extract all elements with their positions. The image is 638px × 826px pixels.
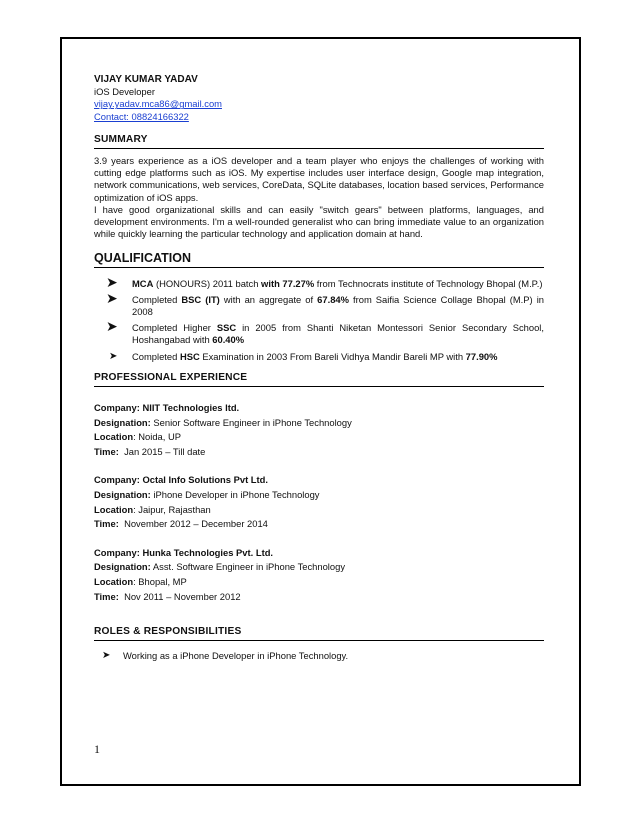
arrow-bullet-icon: ➤ [102, 650, 111, 662]
item-score: 77.90% [465, 350, 498, 362]
summary-paragraph-2: I have good organizational skills and can easily "switch gears" between platforms, languages, and development environments. I'm a well-rounded generalist who can bring immediate value to an organization while quickly learning the particular technology and application domain at hand. [94, 203, 544, 240]
item-text: in 2005 from Shanti Niketan Montessori Senior Secondary School, Hoshangabad with [132, 322, 544, 346]
item-text: from Saifia Science Collage Bhopal (M.P) in 2008 [132, 293, 545, 318]
arrow-bullet-icon: ➤ [106, 289, 118, 306]
location-value: : Bhopal, MP [133, 576, 187, 587]
item-score: with 77.27% [261, 277, 315, 289]
job-designation [94, 416, 544, 431]
job-entry [94, 546, 544, 604]
degree-name: BSC (IT) [181, 293, 220, 305]
time-value: November 2012 – December 2014 [124, 518, 268, 530]
item-score: 67.84% [317, 293, 349, 305]
email-link[interactable]: vijay.yadav.mca86@gmail.com [94, 98, 222, 110]
item-text: Completed Higher [132, 322, 217, 334]
company-label: Company: [94, 402, 140, 414]
experience-heading: PROFESSIONAL EXPERIENCE [94, 372, 544, 387]
designation-label: Designation: [94, 416, 151, 428]
company-label: Company: [94, 546, 140, 558]
resume-content [94, 74, 544, 663]
time-label: Time: [94, 518, 119, 530]
job-company [94, 401, 544, 416]
time-value: Nov 2011 – November 2012 [124, 590, 241, 602]
list-item [94, 273, 544, 290]
page-number: 1 [94, 742, 100, 756]
designation-value: Senior Software Engineer in iPhone Technology [153, 416, 352, 428]
company-name: Hunka Technologies Pvt. Ltd. [142, 546, 274, 558]
job-time [94, 445, 544, 460]
degree-name: HSC [179, 350, 200, 362]
job-company [94, 546, 544, 561]
location-label: Location [94, 431, 134, 443]
company-name: Octal Info Solutions Pvt Ltd. [142, 474, 268, 486]
role-text: Working as a iPhone Developer in iPhone Technology. [123, 650, 349, 662]
list-item [94, 289, 545, 318]
summary-text [94, 155, 544, 240]
job-location [94, 575, 544, 590]
candidate-title: iOS Developer [94, 86, 155, 98]
item-score: 60.40% [212, 334, 245, 346]
job-designation [94, 488, 544, 503]
summary-paragraph-1: 3.9 years experience as a iOS developer and a team player who enjoys the challenges of working with cutting edge platforms such as iOS. My expertise includes user interface design, Google map integration, network communications, web services, CoreData, SQLite databases, location based services, Performance optimization of iOS apps. [94, 155, 544, 203]
list-item [94, 351, 544, 363]
arrow-bullet-icon: ➤ [106, 273, 118, 290]
job-entry [94, 473, 544, 531]
arrow-bullet-icon: ➤ [109, 350, 118, 362]
time-label: Time: [94, 445, 119, 457]
qualification-heading: QUALIFICATION [94, 252, 544, 267]
contact-link[interactable]: Contact: 08824166322 [94, 110, 189, 122]
item-text: Completed [132, 350, 180, 362]
roles-list [94, 650, 544, 662]
location-value: : Jaipur, Rajasthan [133, 503, 211, 515]
company-name: NIIT Technologies ltd. [142, 402, 240, 414]
candidate-name: VIJAY KUMAR YADAV [94, 74, 198, 85]
list-item [94, 650, 544, 662]
item-text: Completed [132, 293, 182, 305]
list-item [94, 318, 544, 346]
job-designation [94, 560, 544, 575]
item-text: (HONOURS) 2011 batch [153, 277, 262, 289]
location-label: Location [94, 576, 134, 587]
location-value: : Noida, UP [133, 431, 181, 443]
job-location [94, 430, 544, 445]
degree-name: SSC [216, 322, 237, 334]
job-time [94, 590, 544, 605]
location-label: Location [94, 503, 134, 515]
job-location [94, 503, 544, 518]
job-time [94, 517, 544, 532]
job-company [94, 473, 544, 488]
item-text: from Technocrats institute of Technology Bhopal (M.P.) [314, 277, 543, 289]
time-label: Time: [94, 590, 119, 602]
summary-heading: SUMMARY [94, 134, 544, 149]
designation-value: iPhone Developer in iPhone Technology [153, 489, 320, 501]
designation-label: Designation: [94, 489, 151, 501]
designation-value: Asst. Software Engineer in iPhone Technology [152, 561, 346, 573]
designation-label: Designation: [94, 561, 151, 573]
job-entry [94, 401, 544, 459]
item-text: Examination in 2003 From Bareli Vidhya Mandir Bareli MP with [199, 350, 466, 362]
item-text: with an aggregate of [219, 293, 318, 305]
qualification-list [94, 273, 545, 363]
arrow-bullet-icon: ➤ [106, 318, 118, 335]
roles-heading: ROLES & RESPONSIBILITIES [94, 626, 544, 641]
time-value: Jan 2015 – Till date [124, 445, 206, 457]
company-label: Company: [94, 474, 140, 486]
degree-name: MCA [132, 277, 154, 289]
